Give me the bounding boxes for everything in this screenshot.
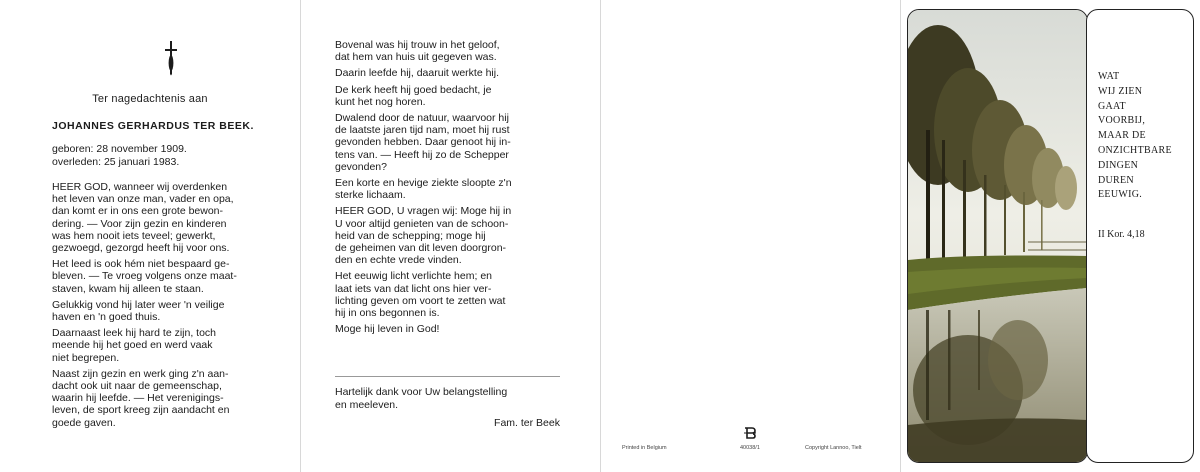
text-line: De kerk heeft hij goed bedacht, je [335,83,492,96]
verse-line: DUREN [1098,174,1134,186]
intro-text: Ter nagedachtenis aan [92,93,208,105]
bible-verse [1098,70,1172,203]
text-line: was hem nooit iets teveel; gewerkt, [52,229,216,242]
paragraph [335,205,567,266]
text-line: Daarin leefde hij, daaruit werkte hij. [335,67,500,80]
text-line: het leven van onze man, vader en opa, [52,193,234,206]
text-line: Naast zijn gezin en werk ging z'n aan- [52,367,229,380]
birth-date: geboren: 28 november 1909. [52,143,187,155]
center-panel [300,0,600,472]
cross-icon [163,40,179,76]
landscape-photo [908,10,1087,462]
printed-in: Printed in Belgium [622,445,667,451]
text-line: meende hij het goed en werd vaak [52,339,213,352]
paragraph [335,39,567,63]
text-line: bleven. — Te vroeg volgens onze maat- [52,270,237,283]
print-code: 40038/1 [740,445,760,451]
text-line: waarin hij leefde. — Het verenigings- [52,392,224,405]
text-line: sterke lichaam. [335,189,406,202]
text-line: Gelukkig vond hij later weer 'n veilige [52,298,225,311]
text-line: Moge hij leven in God! [335,323,440,336]
verse-line: ONZICHTBARE [1098,144,1172,156]
photo-frame [907,9,1088,463]
text-line: den en echte vrede vinden. [335,254,462,267]
verse-line: WAT [1098,71,1120,82]
paragraph [52,368,277,429]
text-line: de geheimen van dit leven doorgron- [335,242,507,255]
text-line: heid van de schepping; moge hij [335,229,486,242]
divider [335,376,560,377]
thanks-line: en meeleven. [335,398,399,411]
family-signature: Fam. ter Beek [494,417,560,429]
text-line: dacht ook uit naar de gemeenschap, [52,380,222,393]
paragraph [335,270,567,319]
verse-line: EEUWIG. [1098,189,1143,201]
deceased-name: JOHANNES GERHARDUS TER BEEK. [52,120,254,132]
text-line: dat hem van huis uit gegeven was. [335,51,497,64]
paragraph [335,323,567,335]
text-line: goede gaven. [52,416,116,429]
text-line: staven, kwam hij alleen te staan. [52,282,204,295]
paragraph [52,181,277,254]
cover-panel [900,0,1200,472]
text-line: leven, de sport kreeg zijn aandacht en [52,404,230,417]
text-line: de laatste jaren tijd nam, moet hij rust [335,124,510,137]
paragraph [52,327,277,364]
paragraph [52,258,277,295]
text-line: Bovenal was hij trouw in het geloof, [335,39,500,51]
tribute-text [52,181,277,433]
text-line: Het leed is ook hém niet bespaard ge- [52,258,230,271]
text-line: laat iets van dat licht ons hier ver- [335,282,492,295]
text-line: HEER GOD, wanneer wij overdenken [52,181,228,193]
thanks-text [335,386,560,411]
paragraph [52,299,277,323]
text-line: gevonden? [335,160,387,173]
text-line: lichting geven om voort te zetten wat [335,294,506,307]
text-line: Het eeuwig licht verlichte hem; en [335,270,492,283]
left-panel [0,0,300,472]
text-line: haven en 'n goed thuis. [52,311,161,324]
verse-line: DINGEN [1098,159,1139,171]
verse-line: GAAT [1098,100,1126,112]
verse-reference: II Kor. 4,18 [1098,229,1145,240]
text-line: HEER GOD, U vragen wij: Moge hij in [335,205,512,218]
text-line: tens van. — Heeft hij zo de Schepper [335,148,509,161]
text-line: Daarnaast leek hij hard te zijn, toch [52,327,217,340]
text-line: Een korte en hevige ziekte sloopte z'n [335,177,512,190]
text-line: dering. — Voor zijn gezin en kinderen [52,217,227,230]
paragraph [335,84,567,108]
text-line: hij in ons begonnen is. [335,307,440,320]
life-dates [52,143,187,169]
lannoo-logo-icon [743,426,757,440]
text-line: kunt het nog horen. [335,95,426,108]
text-line: gezwoegd, gezorgd heeft hij voor ons. [52,242,230,255]
paragraph [335,112,567,173]
text-line: niet begrepen. [52,351,120,364]
paragraph [335,67,567,79]
thanks-line: Hartelijk dank voor Uw belangstelling [335,386,508,398]
verse-frame [1086,9,1194,463]
verse-line: VOORBIJ, [1098,115,1146,127]
text-line: U voor altijd genieten van de schoon- [335,217,509,230]
verse-line: WIJ ZIEN [1098,85,1143,97]
text-line: gevonden hebben. Daar genoot hij in- [335,136,511,149]
text-line: Dwalend door de natuur, waarvoor hij [335,112,509,125]
verse-line: MAAR DE [1098,130,1146,142]
copyright: Copyright Lannoo, Tielt [805,445,862,451]
tribute-text-continued [335,39,567,339]
text-line: dan komt er in ons een grote bewon- [52,205,224,218]
death-date: overleden: 25 januari 1983. [52,156,180,168]
back-panel [600,0,900,472]
paragraph [335,177,567,201]
